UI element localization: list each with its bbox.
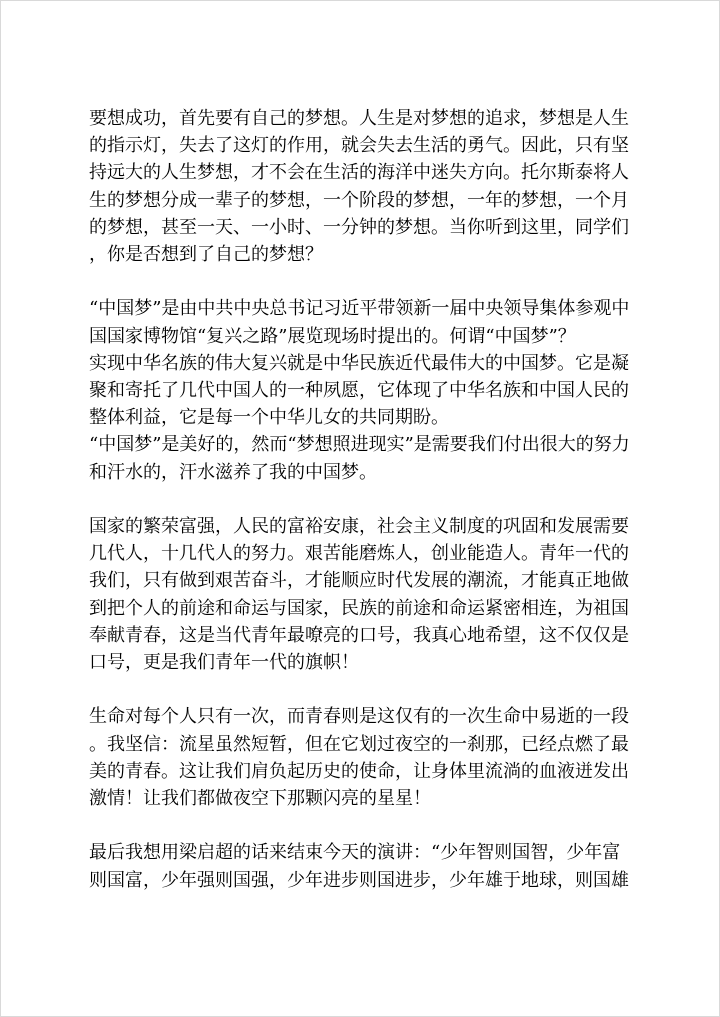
text-line: 整体利益，它是每一个中华儿女的共同期盼。 [89,407,449,429]
paragraph-dream-success [89,105,637,268]
text-line: 口号，更是我们青年一代的旗帜！ [89,652,359,674]
text-line: 要想成功，首先要有自己的梦想。人生是对梦想的追求，梦想是人生 [89,108,629,129]
text-line: 我们，只有做到艰苦奋斗，才能顺应时代发展的潮流，才能真正地做 [89,570,629,592]
text-line: “中国梦”是由中共中央总书记习近平带领新一届中央领导集体参观中 [89,298,630,320]
text-line: 生的梦想分成一辈子的梦想，一个阶段的梦想，一年的梦想，一个月 [89,189,629,211]
text-line: 和汗水的，汗水滋养了我的中国梦。 [89,461,377,483]
text-line: 。我坚信：流星虽然短暂，但在它划过夜空的一刹那，已经点燃了最 [89,733,629,755]
text-line: 生命对每个人只有一次，而青春则是这仅有的一次生命中易逝的一段 [89,706,629,728]
text-line: 持远大的人生梦想，才不会在生活的海洋中迷失方向。托尔斯泰将人 [89,162,629,184]
text-line: 激情！让我们都做夜空下那颗闪亮的星星！ [89,788,431,810]
text-line: 则国富，少年强则国强，少年进步则国进步，少年雄于地球，则国雄 [89,869,629,891]
text-line: 几代人，十几代人的努力。艰苦能磨炼人，创业能造人。青年一代的 [89,543,629,565]
paragraph-national-prosperity [89,513,637,676]
text-line: 国国家博物馆“复兴之路”展览现场时提出的。何谓“中国梦”？ [89,325,576,347]
text-line: “中国梦”是美好的，然而“梦想照进现实”是需要我们付出很大的努力 [89,434,630,456]
text-line: 国家的繁荣富强，人民的富裕安康，社会主义制度的巩固和发展需要 [89,516,629,538]
paragraph-liang-qichao-quote [89,839,637,893]
document-body [89,105,637,921]
text-line: 的梦想，甚至一天、一小时、一分钟的梦想。当你听到这里，同学们 [89,216,629,238]
text-line: 实现中华名族的伟大复兴就是中华民族近代最伟大的中国梦。它是凝 [89,352,629,374]
text-line: 的指示灯，失去了这灯的作用，就会失去生活的勇气。因此，只有坚 [89,135,629,157]
text-line: 美的青春。这让我们肩负起历史的使命，让身体里流淌的血液迸发出 [89,760,629,782]
paragraph-china-dream [89,295,637,485]
paragraph-life-youth [89,703,637,812]
text-line: 奉献青春，这是当代青年最嘹亮的口号，我真心地希望，这不仅仅是 [89,624,629,646]
text-line: ，你是否想到了自己的梦想？ [89,244,323,266]
text-line: 最后我想用梁启超的话来结束今天的演讲：“少年智则国智，少年富 [89,842,621,864]
text-line: 聚和寄托了几代中国人的一种夙愿，它体现了中华名族和中国人民的 [89,380,629,402]
text-line: 到把个人的前途和命运与国家，民族的前途和命运紧密相连，为祖国 [89,597,629,619]
